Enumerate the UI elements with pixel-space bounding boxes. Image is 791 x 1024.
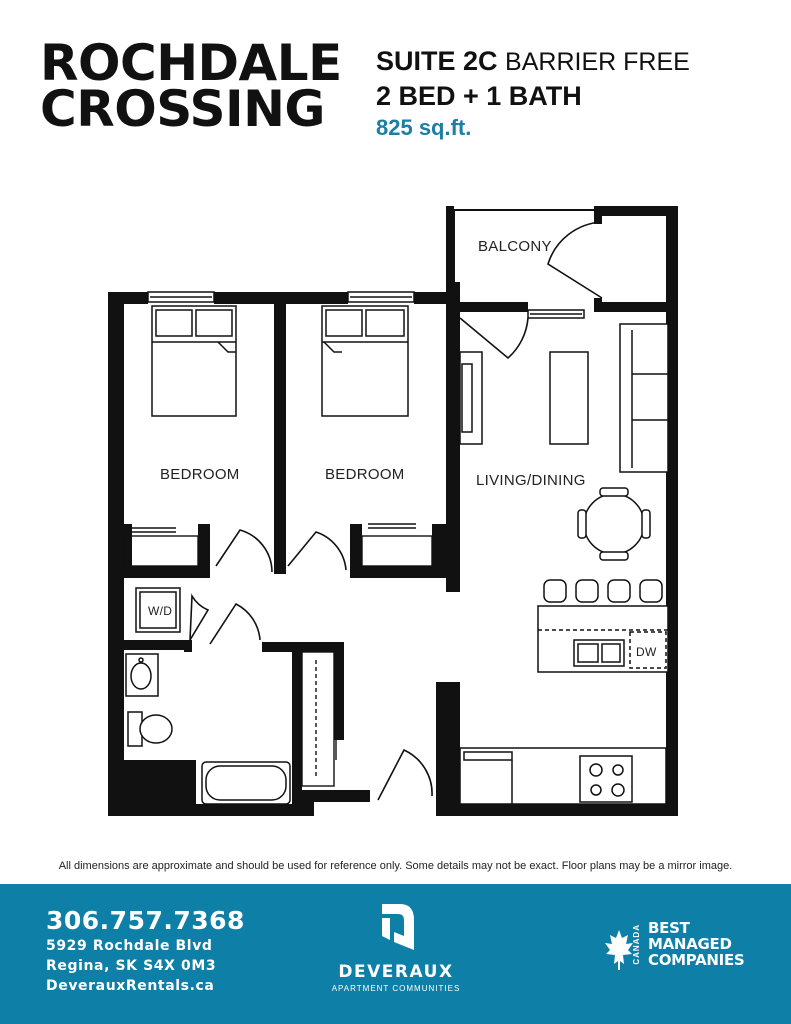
label-bedroom-right: BEDROOM bbox=[325, 466, 405, 483]
dining-table bbox=[578, 488, 650, 560]
kitchen-counter bbox=[460, 748, 666, 804]
address-line-1: 5929 Rochdale Blvd bbox=[46, 938, 213, 954]
label-balcony: BALCONY bbox=[478, 238, 552, 255]
address-block bbox=[46, 936, 216, 996]
label-bedroom-left: BEDROOM bbox=[160, 466, 240, 483]
stools bbox=[544, 580, 662, 602]
brand-name: DEVERAUX bbox=[338, 962, 454, 982]
deveraux-logo-icon bbox=[376, 902, 416, 952]
award-country: CANADA bbox=[632, 924, 641, 965]
address-line-2: Regina, SK S4X 0M3 bbox=[46, 958, 217, 974]
beds-baths: 2 BED + 1 BATH bbox=[376, 81, 582, 111]
disclaimer: All dimensions are approximate and should be used for reference only. Some details may not be exact. Floor plans may be a mirror image. bbox=[58, 860, 733, 872]
title-line-1: ROCHDALE bbox=[40, 34, 342, 92]
website-link[interactable]: DeverauxRentals.ca bbox=[46, 978, 215, 994]
deveraux-logo bbox=[326, 902, 466, 993]
award-text bbox=[648, 920, 744, 968]
award-line-3: COMPANIES bbox=[648, 951, 745, 969]
suite-type: BARRIER FREE bbox=[505, 48, 690, 76]
best-managed-badge bbox=[604, 920, 764, 980]
footer bbox=[0, 884, 791, 1024]
suite-number: SUITE 2C bbox=[376, 46, 498, 76]
living-furniture bbox=[460, 324, 668, 472]
brand-subtitle: APARTMENT COMMUNITIES bbox=[331, 984, 461, 993]
maple-leaf-icon bbox=[604, 928, 634, 972]
award-line-1: BEST bbox=[648, 919, 690, 937]
bed-right bbox=[322, 306, 408, 416]
phone-number[interactable]: 306.757.7368 bbox=[46, 906, 245, 935]
label-washer-dryer: W/D bbox=[148, 604, 173, 618]
suite-area: 825 sq.ft. bbox=[376, 115, 472, 140]
label-dishwasher: DW bbox=[636, 645, 657, 659]
kitchen-island bbox=[538, 606, 668, 672]
bed-left bbox=[152, 306, 236, 416]
award-line-2: MANAGED bbox=[648, 935, 732, 953]
label-living-dining: LIVING/DINING bbox=[476, 472, 586, 489]
title-line-2: CROSSING bbox=[40, 80, 325, 138]
